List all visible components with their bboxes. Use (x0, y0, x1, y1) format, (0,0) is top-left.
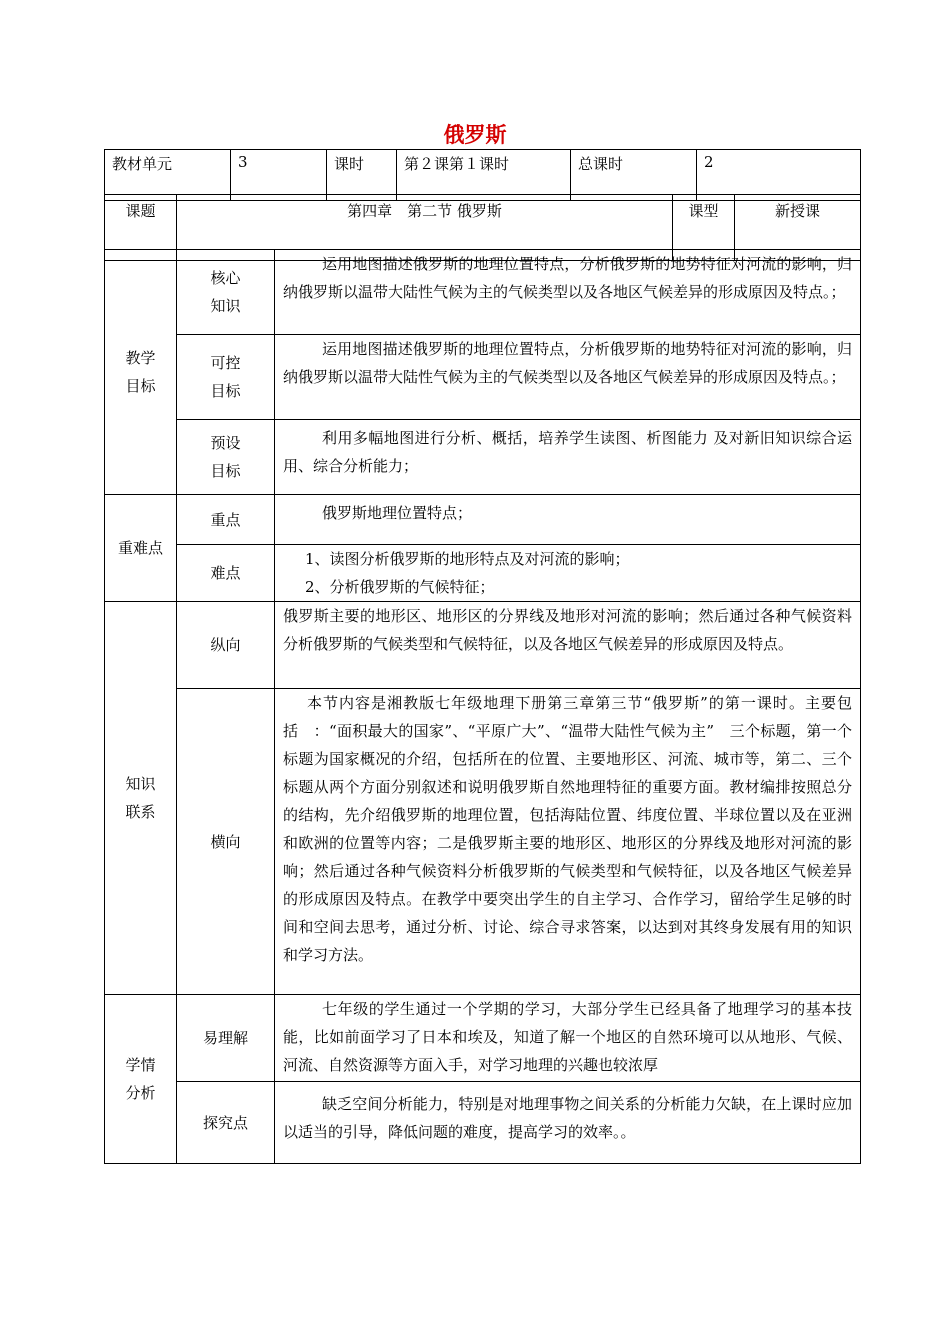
core-knowledge-label: 核心 知识 (177, 250, 275, 335)
page-title: 俄罗斯 (443, 123, 507, 147)
exploration-point-text: 缺乏空间分析能力，特别是对地理事物之间关系的分析能力欠缺，在上课时应加以适当的引导，降低问题的难度，提高学习的效率。。 (275, 1082, 861, 1164)
total-periods-value: 2 (697, 150, 861, 201)
total-periods-label: 总课时 (571, 150, 697, 201)
vertical-link-text: 俄罗斯主要的地形区、地形区的分界线及地形对河流的影响；然后通过各种气候资料分析俄罗斯的气候类型和气候特征，以及各地区气候差异的形成原因及特点。 (275, 602, 861, 689)
topic-label: 课题 (105, 195, 177, 261)
controllable-goal-text: 运用地图描述俄罗斯的地理位置特点，分析俄罗斯的地势特征对河流的影响，归纳俄罗斯以温带大陆性气候为主的气候类型以及各地区气候差异的形成原因及特点。； (275, 335, 861, 420)
period-value: 第２课第１课时 (397, 150, 571, 201)
lesson-type-label: 课型 (673, 195, 735, 261)
preset-goal-text: 利用多幅地图进行分析、概括，培养学生读图、析图能力 及对新旧知识综合运用、综合分析能力； (275, 420, 861, 495)
difficulty-line-1: 1、读图分析俄罗斯的地形特点及对河流的影响； (305, 550, 630, 568)
lesson-plan-table (104, 249, 861, 1164)
knowledge-link-label: 知识 联系 (105, 602, 177, 995)
controllable-goal-label: 可控 目标 (177, 335, 275, 420)
preset-goal-label: 预设 目标 (177, 420, 275, 495)
objectives-label-text: 教学 目标 (125, 349, 156, 395)
difficulty-text (275, 545, 861, 602)
focus-label: 重点 (177, 495, 275, 545)
period-label: 课时 (327, 150, 397, 201)
lesson-type-value: 新授课 (735, 195, 861, 261)
horizontal-link-label: 横向 (177, 689, 275, 995)
topic-value: 第四章 第二节 俄罗斯 (177, 195, 673, 261)
key-points-label: 重难点 (105, 495, 177, 602)
student-analysis-label: 学情 分析 (105, 995, 177, 1164)
difficulty-line-2: 2、分析俄罗斯的气候特征； (305, 578, 495, 596)
unit-value: 3 (231, 150, 327, 201)
difficulty-label: 难点 (177, 545, 275, 602)
unit-label: 教材单元 (105, 150, 231, 201)
easy-to-understand-text: 七年级的学生通过一个学期的学习，大部分学生已经具备了地理学习的基本技能，比如前面学习了日本和埃及，知道了解一个地区的自然环境可以从地形、气候、河流、自然资源等方面入手，对学习地理的兴趣也较浓厚 (275, 995, 861, 1082)
focus-text: 俄罗斯地理位置特点； (275, 495, 861, 545)
horizontal-link-text: 本节内容是湘教版七年级地理下册第三章第三节“俄罗斯”的第一课时。主要包括 ：“面积最大的国家”、“平原广大”、“温带大陆性气候为主” 三个标题，第一个标题为国家概况的介绍，包括所在的位置、主要地形区、河流、城市等，第二、三个标题从两个方面分别叙述和说明俄罗斯自然地理特征的重要方面。教材编排按照总分的结构，先介绍俄罗斯的地理位置，包括海陆位置、纬度位置、半球位置以及在亚洲和欧洲的位置等内容；二是俄罗斯主要的地形区、地形区的分界线及地形对河流的影响；然后通过各种气候资料分析俄罗斯的气候类型和气候特征，以及各地区气候差异的形成原因及特点。在教学中要突出学生的自主学习、合作学习，留给学生足够的时间和空间去思考，通过分析、讨论、综合寻求答案，以达到对其终身发展有用的知识和学习方法。 (275, 689, 861, 995)
vertical-link-label: 纵向 (177, 602, 275, 689)
core-knowledge-text: 运用地图描述俄罗斯的地理位置特点，分析俄罗斯的地势特征对河流的影响，归纳俄罗斯以温带大陆性气候为主的气候类型以及各地区气候差异的形成原因及特点。； (275, 250, 861, 335)
exploration-point-label: 探究点 (177, 1082, 275, 1164)
objectives-label (105, 250, 177, 495)
easy-to-understand-label: 易理解 (177, 995, 275, 1082)
